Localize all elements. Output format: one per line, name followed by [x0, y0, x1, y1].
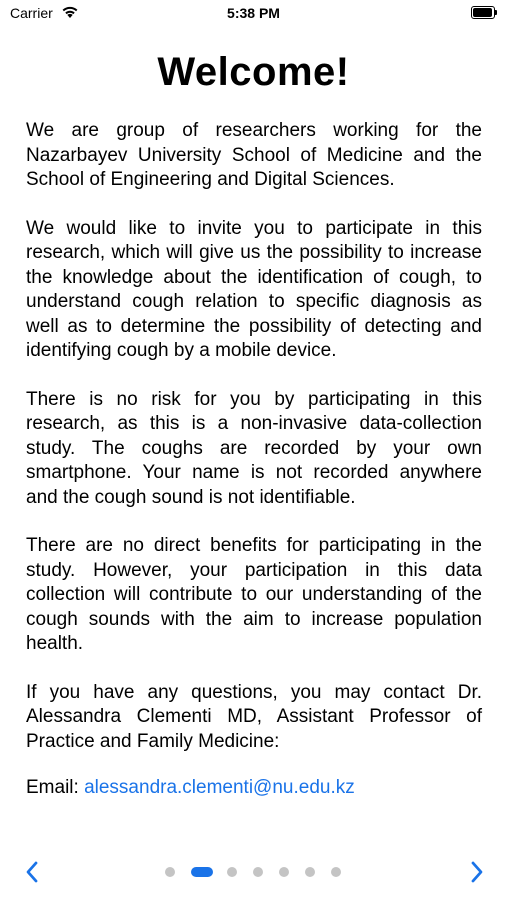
chevron-left-icon[interactable]: [21, 858, 45, 886]
page-dot-2-active[interactable]: [191, 867, 213, 877]
benefits-paragraph: There are no direct benefits for participating in the study. However, your participation in this data collection will contribute to our understanding of the cough sounds with the aim to increase population health.: [26, 535, 482, 654]
carrier-label: Carrier: [10, 5, 53, 21]
page-dot-3[interactable]: [227, 867, 237, 877]
email-link[interactable]: alessandra.clementi@nu.edu.kz: [84, 777, 355, 798]
status-time: 5:38 PM: [227, 5, 280, 21]
page-control: [0, 858, 507, 888]
battery-icon: [471, 6, 497, 19]
page-dot-6[interactable]: [305, 867, 315, 877]
email-row: [26, 776, 482, 801]
chevron-right-icon[interactable]: [464, 858, 488, 886]
page-indicator: [165, 866, 341, 878]
risk-paragraph: There is no risk for you by participating in this research, as this is a non-invasive data-collection study. The coughs are recorded by your own smartphone. Your name is not recorded anywhere and the cough sound is not identifiable.: [26, 388, 482, 508]
page-title: Welcome!: [157, 50, 350, 94]
page-dot-4[interactable]: [253, 867, 263, 877]
page-dot-1[interactable]: [165, 867, 175, 877]
invitation-paragraph: We would like to invite you to participate in this research, which will give us the possibility to increase the knowledge about the identification of cough, to understand cough relation to specific diagnosis as well as to determine the possibility of detecting and identifying cough by a mobile device.: [26, 217, 482, 361]
contact-paragraph: If you have any questions, you may contact Dr. Alessandra Clementi MD, Assistant Professor of Practice and Family Medicine:: [26, 681, 482, 752]
page-dot-5[interactable]: [279, 867, 289, 877]
intro-paragraph: We are group of researchers working for the Nazarbayev University School of Medicine and the School of Engineering and Digital Sciences.: [26, 120, 482, 190]
email-label: Email:: [26, 777, 79, 798]
page-dot-7[interactable]: [331, 867, 341, 877]
status-bar: [0, 0, 507, 30]
consent-text: [26, 119, 482, 801]
